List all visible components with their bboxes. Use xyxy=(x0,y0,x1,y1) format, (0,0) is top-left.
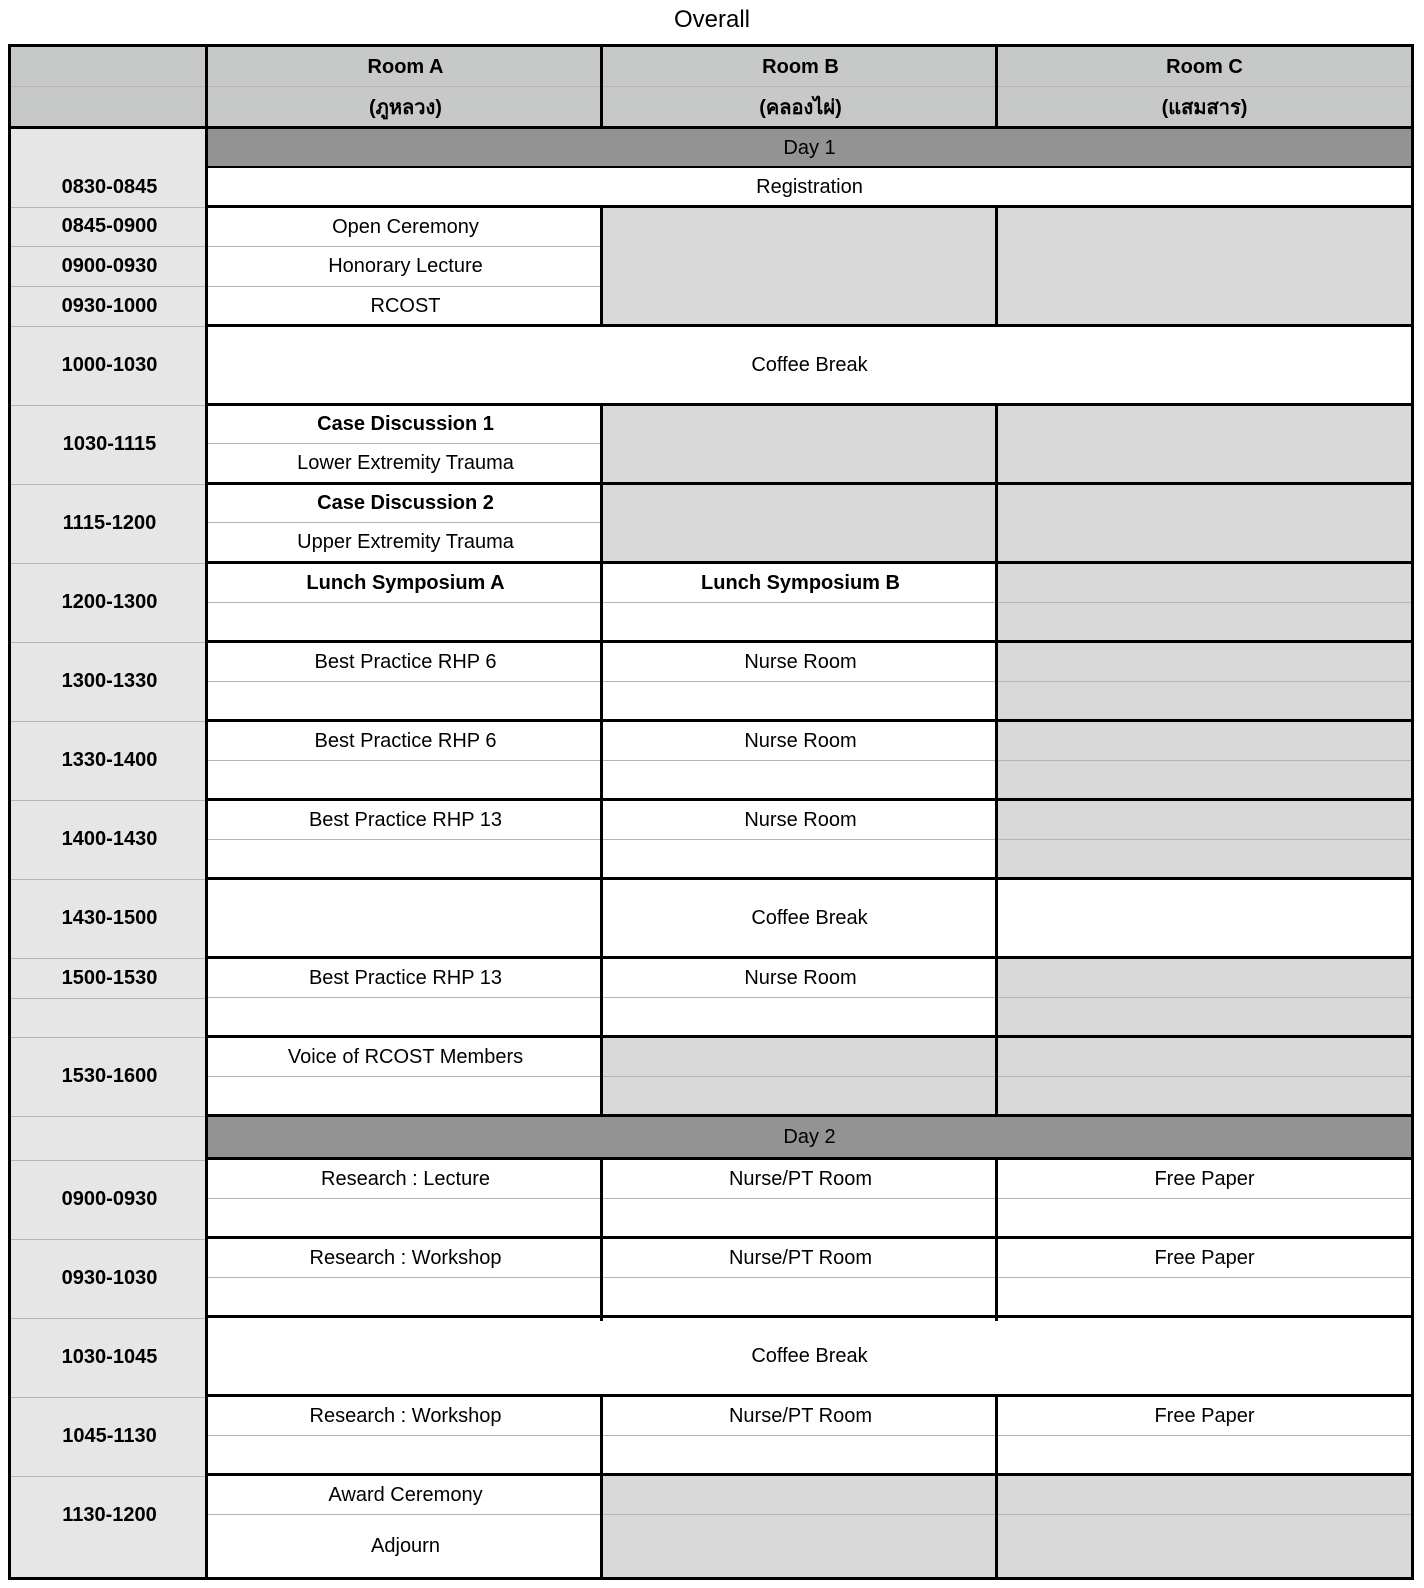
empty-cell xyxy=(208,603,603,640)
cell-divider xyxy=(995,205,998,327)
room-c-session: Free Paper xyxy=(998,1160,1411,1198)
day-2-label: Day 2 xyxy=(208,1117,1411,1157)
thin-divider xyxy=(11,642,208,643)
thin-divider xyxy=(998,839,1411,840)
empty-cell xyxy=(603,485,998,561)
case-discussion-1-title: Case Discussion 1 xyxy=(208,406,603,443)
empty-cell xyxy=(208,1199,603,1236)
day-1-label: Day 1 xyxy=(208,129,1411,167)
thin-divider xyxy=(11,1476,208,1477)
lunch-symposium-b: Lunch Symposium B xyxy=(603,564,998,602)
empty-cell xyxy=(603,1278,998,1315)
empty-cell xyxy=(998,1278,1411,1315)
thin-divider xyxy=(11,958,208,959)
empty-cell xyxy=(208,761,603,798)
empty-cell xyxy=(998,1199,1411,1236)
empty-cell xyxy=(603,406,998,482)
cell-divider xyxy=(995,956,998,1117)
time-slot-1300-1330: 1300-1330 xyxy=(11,642,208,721)
coffee-break-cell: Coffee Break xyxy=(208,1318,1411,1394)
thin-divider xyxy=(208,86,603,87)
nurse-room-cell: Nurse Room xyxy=(603,959,998,997)
thin-divider xyxy=(11,1037,208,1038)
thin-divider xyxy=(998,1076,1411,1077)
schedule-table xyxy=(8,44,1414,1580)
empty-cell xyxy=(998,406,1411,482)
empty-cell xyxy=(208,682,603,719)
thin-divider xyxy=(11,998,208,999)
time-slot-1030-1045: 1030-1045 xyxy=(11,1318,208,1397)
registration-cell: Registration xyxy=(208,168,1411,206)
thin-divider xyxy=(11,484,208,485)
empty-cell xyxy=(208,998,603,1035)
cell-divider xyxy=(995,1394,998,1577)
case-discussion-1-topic: Lower Extremity Trauma xyxy=(208,444,603,482)
empty-cell xyxy=(603,208,998,325)
thin-divider xyxy=(11,326,208,327)
thin-divider xyxy=(11,1397,208,1398)
rcost-cell: RCOST xyxy=(208,287,603,325)
time-slot-0830-0845: 0830-0845 xyxy=(11,168,208,207)
coffee-break-cell: Coffee Break xyxy=(208,327,1411,403)
empty-cell xyxy=(603,998,998,1035)
cell-divider xyxy=(600,956,603,1117)
best-practice-cell: Best Practice RHP 6 xyxy=(208,722,603,760)
empty-cell xyxy=(603,840,998,877)
day-spacer xyxy=(11,1117,208,1159)
room-a-thai-name: (ภูหลวง) xyxy=(208,87,603,127)
room-a-session: Research : Lecture xyxy=(208,1160,603,1198)
cell-divider xyxy=(600,1394,603,1577)
thin-divider xyxy=(11,207,208,208)
room-b-session: Nurse/PT Room xyxy=(603,1160,998,1198)
cell-divider xyxy=(995,1157,998,1321)
thin-divider xyxy=(11,563,208,564)
time-slot-1330-1400: 1330-1400 xyxy=(11,721,208,800)
room-b-name: Room B xyxy=(603,47,998,87)
cell-divider xyxy=(600,403,603,966)
thin-divider xyxy=(11,721,208,722)
room-c-thai-name: (แสมสาร) xyxy=(998,87,1411,127)
empty-cell xyxy=(998,208,1411,325)
thin-divider xyxy=(603,1076,998,1077)
thin-divider xyxy=(11,86,208,87)
time-slot-1045-1130: 1045-1130 xyxy=(11,1397,208,1476)
nurse-room-cell: Nurse Room xyxy=(603,801,998,839)
empty-cell xyxy=(998,1436,1411,1473)
thin-divider xyxy=(11,800,208,801)
time-slot-1530-1600: 1530-1600 xyxy=(11,1037,208,1116)
empty-cell xyxy=(603,603,998,640)
thin-divider xyxy=(11,246,208,247)
cell-divider xyxy=(600,205,603,327)
voice-of-members-cell: Voice of RCOST Members xyxy=(208,1038,603,1076)
thin-divider xyxy=(998,602,1411,603)
case-discussion-2-topic: Upper Extremity Trauma xyxy=(208,523,603,561)
thin-divider xyxy=(603,86,998,87)
nurse-room-cell: Nurse Room xyxy=(603,643,998,681)
thin-divider xyxy=(603,1514,998,1515)
empty-cell xyxy=(603,1436,998,1473)
time-slot-1500-1530: 1500-1530 xyxy=(11,958,208,998)
empty-cell xyxy=(998,1476,1411,1577)
page-title: Overall xyxy=(673,6,751,33)
room-a-session: Research : Workshop xyxy=(208,1239,603,1277)
thin-divider xyxy=(11,405,208,406)
thin-divider xyxy=(11,286,208,287)
empty-cell xyxy=(603,682,998,719)
cell-divider xyxy=(995,403,998,966)
thin-divider xyxy=(11,1239,208,1240)
nurse-room-cell: Nurse Room xyxy=(603,722,998,760)
empty-cell xyxy=(208,1077,603,1114)
cell-divider xyxy=(600,47,603,126)
cell-divider xyxy=(995,47,998,126)
thin-divider xyxy=(998,681,1411,682)
time-slot-1030-1115: 1030-1115 xyxy=(11,405,208,484)
header-corner xyxy=(11,47,208,127)
thin-divider xyxy=(998,760,1411,761)
time-slot-1430-1500: 1430-1500 xyxy=(11,879,208,958)
time-slot-1400-1430: 1400-1430 xyxy=(11,800,208,879)
lunch-symposium-a: Lunch Symposium A xyxy=(208,564,603,602)
case-discussion-2-title: Case Discussion 2 xyxy=(208,485,603,522)
thin-divider xyxy=(11,879,208,880)
empty-cell xyxy=(208,840,603,877)
room-b-session: Nurse/PT Room xyxy=(603,1397,998,1435)
honorary-lecture-cell: Honorary Lecture xyxy=(208,247,603,286)
award-ceremony-cell: Award Ceremony xyxy=(208,1476,603,1514)
room-b-thai-name: (คลองไผ่) xyxy=(603,87,998,127)
time-slot-1200-1300: 1200-1300 xyxy=(11,563,208,642)
thin-divider xyxy=(998,86,1411,87)
room-c-session: Free Paper xyxy=(998,1239,1411,1277)
time-slot-0900-0930: 0900-0930 xyxy=(11,246,208,286)
empty-cell xyxy=(603,761,998,798)
empty-cell xyxy=(998,485,1411,561)
room-c-session: Free Paper xyxy=(998,1397,1411,1435)
room-c-name: Room C xyxy=(998,47,1411,87)
time-slot-1115-1200: 1115-1200 xyxy=(11,484,208,563)
cell-divider xyxy=(600,1157,603,1321)
time-slot-1130-1200: 1130-1200 xyxy=(11,1476,208,1555)
time-slot-0930-1030: 0930-1030 xyxy=(11,1239,208,1318)
empty-cell xyxy=(208,1436,603,1473)
thin-divider xyxy=(998,1514,1411,1515)
day-spacer xyxy=(11,129,208,167)
open-ceremony-cell: Open Ceremony xyxy=(208,208,603,246)
coffee-break-cell: Coffee Break xyxy=(208,880,1411,956)
time-slot-0845-0900: 0845-0900 xyxy=(11,207,208,246)
empty-cell xyxy=(208,1278,603,1315)
time-slot-0900-0930: 0900-0930 xyxy=(11,1160,208,1239)
empty-cell xyxy=(603,1199,998,1236)
adjourn-cell: Adjourn xyxy=(208,1515,603,1577)
time-slot-1000-1030: 1000-1030 xyxy=(11,326,208,405)
thin-divider xyxy=(998,997,1411,998)
room-a-session: Research : Workshop xyxy=(208,1397,603,1435)
room-b-session: Nurse/PT Room xyxy=(603,1239,998,1277)
best-practice-cell: Best Practice RHP 6 xyxy=(208,643,603,681)
best-practice-cell: Best Practice RHP 13 xyxy=(208,801,603,839)
best-practice-cell: Best Practice RHP 13 xyxy=(208,959,603,997)
room-a-name: Room A xyxy=(208,47,603,87)
empty-cell xyxy=(603,1476,998,1577)
thin-divider xyxy=(11,1318,208,1319)
time-slot-0930-1000: 0930-1000 xyxy=(11,286,208,326)
thin-divider xyxy=(11,1160,208,1161)
cell-divider xyxy=(205,47,208,1577)
